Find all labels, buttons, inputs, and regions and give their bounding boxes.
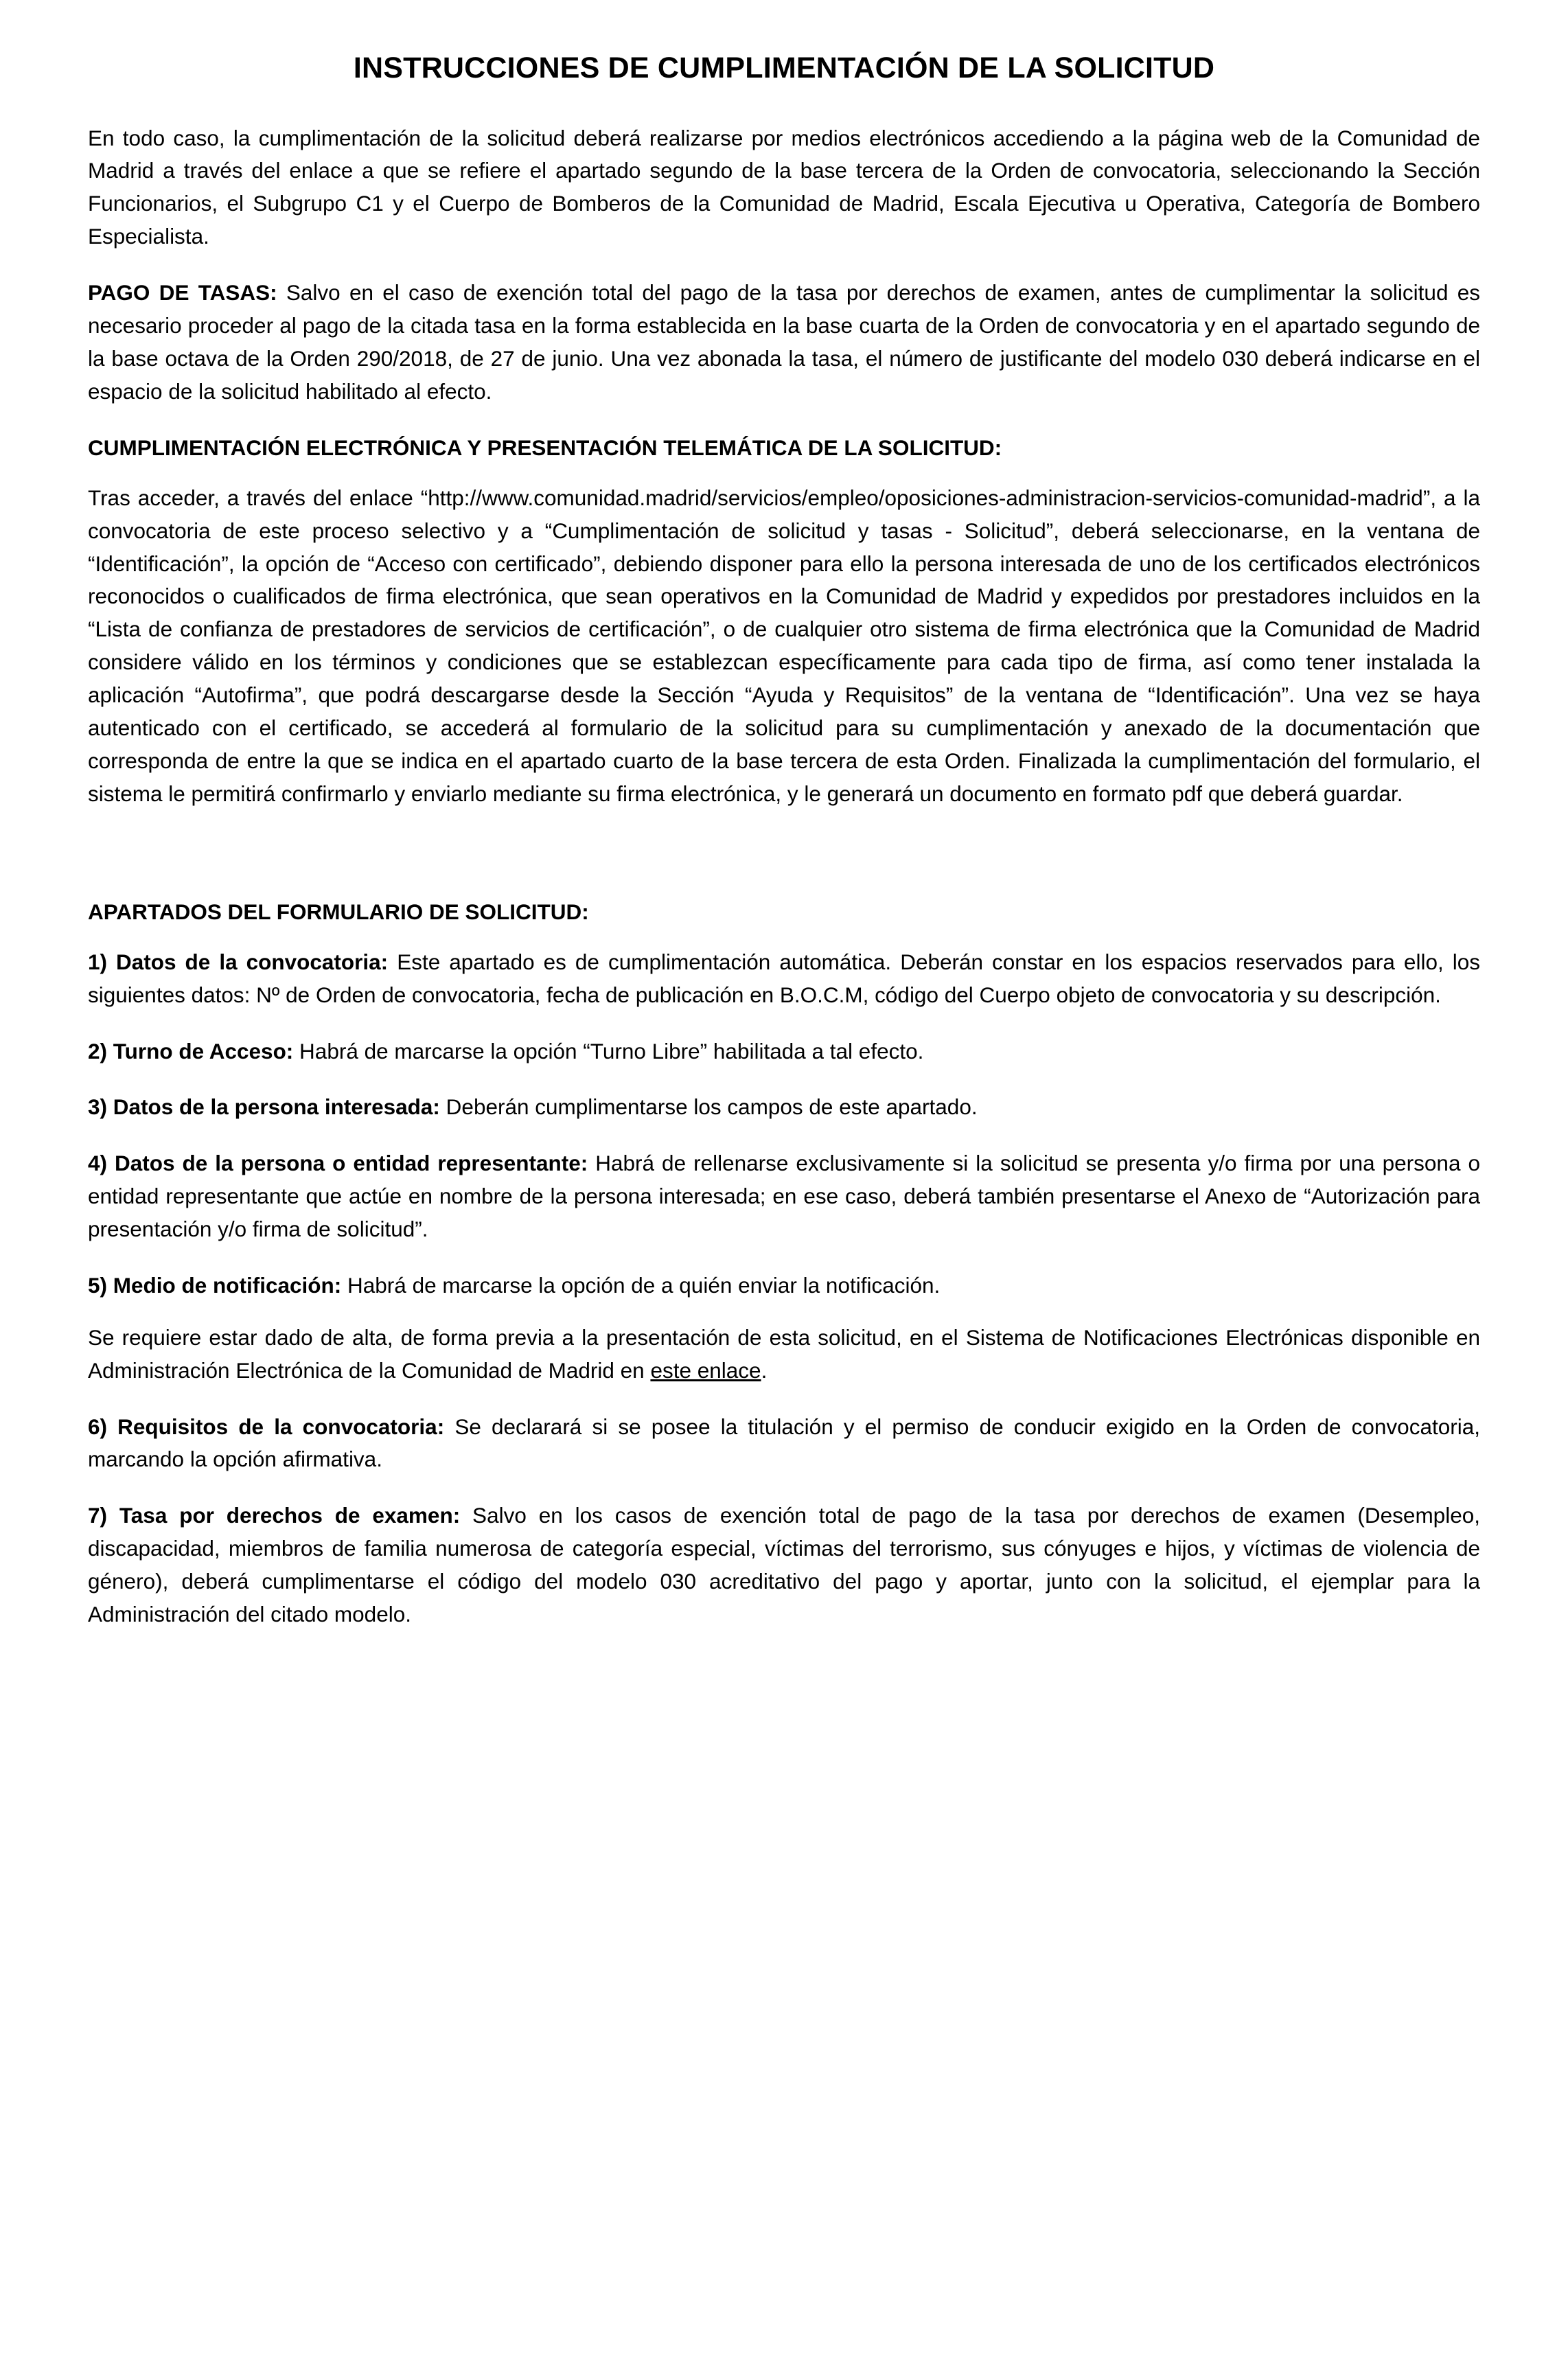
notificaciones-link[interactable]: este enlace	[650, 1357, 761, 1383]
apartado-item-4-text: Habrá de rellenarse exclusivamente si la solicitud se presenta y/o firma por una persona o entidad representante que actúe en nombre de la persona interesada; en ese caso, deberá también presentarse el Anexo de “Autorización para presentación y/o firma de solicitud”.	[88, 1151, 1480, 1242]
apartado-item-3-label: 3) Datos de la persona interesada:	[88, 1094, 440, 1120]
notificaciones-text-after: .	[761, 1357, 768, 1383]
notificaciones-paragraph	[88, 1322, 1480, 1388]
page-title: INSTRUCCIONES DE CUMPLIMENTACIÓN DE LA SOLICITUD	[353, 51, 1215, 84]
apartado-item-5-label: 5) Medio de notificación:	[88, 1272, 342, 1298]
apartado-item-6-text: Se declarará si se posee la titulación y el permiso de conducir exigido en la Orden de convocatoria, marcando la opción afirmativa.	[88, 1414, 1480, 1472]
apartado-item-3-text: Deberán cumplimentarse los campos de este apartado.	[439, 1094, 978, 1120]
apartado-item-6-label: 6) Requisitos de la convocatoria:	[88, 1414, 445, 1439]
apartados-heading: APARTADOS DEL FORMULARIO DE SOLICITUD:	[88, 899, 589, 924]
intro-paragraph: En todo caso, la cumplimentación de la solicitud deberá realizarse por medios electrónicos accediendo a la página web de la Comunidad de Madrid a través del enlace a que se refiere el apartado segundo de la base tercera de la Orden de convocatoria, seleccionando la Sección Funcionarios, el Subgrupo C1 y el Cuerpo de Bomberos de la Comunidad de Madrid, Escala Ejecutiva u Operativa, Categoría de Bombero Especialista.	[88, 125, 1480, 249]
apartado-item-6	[88, 1411, 1480, 1477]
pago-tasas-text: Salvo en el caso de exención total del pago de la tasa por derechos de examen, antes de cumplimentar la solicitud es necesario proceder al pago de la citada tasa en la forma establecida en la base cuarta de la Orden de convocatoria y en el apartado segundo de la base octava de la Orden 290/2018, de 27 de junio. Una vez abonada la tasa, el número de justificante del modelo 030 deberá indicarse en el espacio de la solicitud habilitado al efecto.	[88, 280, 1480, 404]
notificaciones-text-before: Se requiere estar dado de alta, de forma previa a la presentación de esta solicitud, en el Sistema de Notificaciones Electrónicas disponible en Administración Electrónica de la Comunidad de Madrid en	[88, 1324, 1480, 1383]
apartado-item-7-text: Salvo en los casos de exención total de pago de la tasa por derechos de examen (Desempleo, discapacidad, miembros de familia numerosa de categoría especial, víctimas del terrorismo, sus cónyuges e hijos, y víctimas de violencia de género), deberá cumplimentarse el código del modelo 030 acreditativo del pago y aportar, junto con la solicitud, el ejemplar para la Administración del citado modelo.	[88, 1503, 1480, 1626]
pago-tasas-paragraph	[88, 277, 1480, 409]
apartado-item-4	[88, 1147, 1480, 1246]
cumplimentacion-heading: CUMPLIMENTACIÓN ELECTRÓNICA Y PRESENTACIÓN TELEMÁTICA DE LA SOLICITUD:	[88, 435, 1002, 460]
apartado-item-4-label: 4) Datos de la persona o entidad representante:	[88, 1151, 588, 1176]
section-spacer	[88, 834, 1480, 858]
pago-tasas-label: PAGO DE TASAS:	[88, 280, 277, 306]
apartado-item-1-text: Este apartado es de cumplimentación automática. Deberán constar en los espacios reservados para ello, los siguientes datos: Nº de Orden de convocatoria, fecha de publicación en B.O.C.M, código del Cuerpo objeto de convocatoria y su descripción.	[88, 949, 1481, 1007]
apartado-item-2-label: 2) Turno de Acceso:	[88, 1038, 294, 1063]
apartado-item-7-label: 7) Tasa por derechos de examen:	[88, 1503, 461, 1528]
apartado-item-1-label: 1) Datos de la convocatoria:	[88, 949, 389, 974]
apartado-item-2-text: Habrá de marcarse la opción “Turno Libre” habilitada a tal efecto.	[293, 1038, 924, 1063]
apartado-item-1	[88, 946, 1480, 1012]
apartado-item-5	[88, 1269, 1480, 1302]
apartado-item-5-text: Habrá de marcarse la opción de a quién enviar la notificación.	[341, 1272, 941, 1298]
apartado-item-3	[88, 1091, 1480, 1124]
apartado-item-2	[88, 1035, 1480, 1068]
apartado-item-7	[88, 1499, 1480, 1631]
cumplimentacion-paragraph: Tras acceder, a través del enlace “http://www.comunidad.madrid/servicios/empleo/oposiciones-administracion-servicios-comunidad-madrid”, a la convocatoria de este proceso selectivo y a “Cumplimentación de solicitud y tasas - Solicitud”, deberá seleccionarse, en la ventana de “Identificación”, la opción de “Acceso con certificado”, debiendo disponer para ello la persona interesada de uno de los certificados electrónicos reconocidos o cualificados de firma electrónica, que sean operativos en la Comunidad de Madrid y expedidos por prestadores incluidos en la “Lista de confianza de prestadores de servicios de certificación”, o de cualquier otro sistema de firma electrónica que la Comunidad de Madrid considere válido en los términos y condiciones que se establezcan específicamente para cada tipo de firma, así como tener instalada la aplicación “Autofirma”, que podrá descargarse desde la Sección “Ayuda y Requisitos” de la ventana de “Identificación”. Una vez se haya autenticado con el certificado, se accederá al formulario de la solicitud para su cumplimentación y anexado de la documentación que corresponda de entre la que se indica en el apartado cuarto de la base tercera de esta Orden. Finalizada la cumplimentación del formulario, el sistema le permitirá confirmarlo y enviarlo mediante su firma electrónica, y le generará un documento en formato pdf que deberá guardar.	[88, 485, 1480, 806]
